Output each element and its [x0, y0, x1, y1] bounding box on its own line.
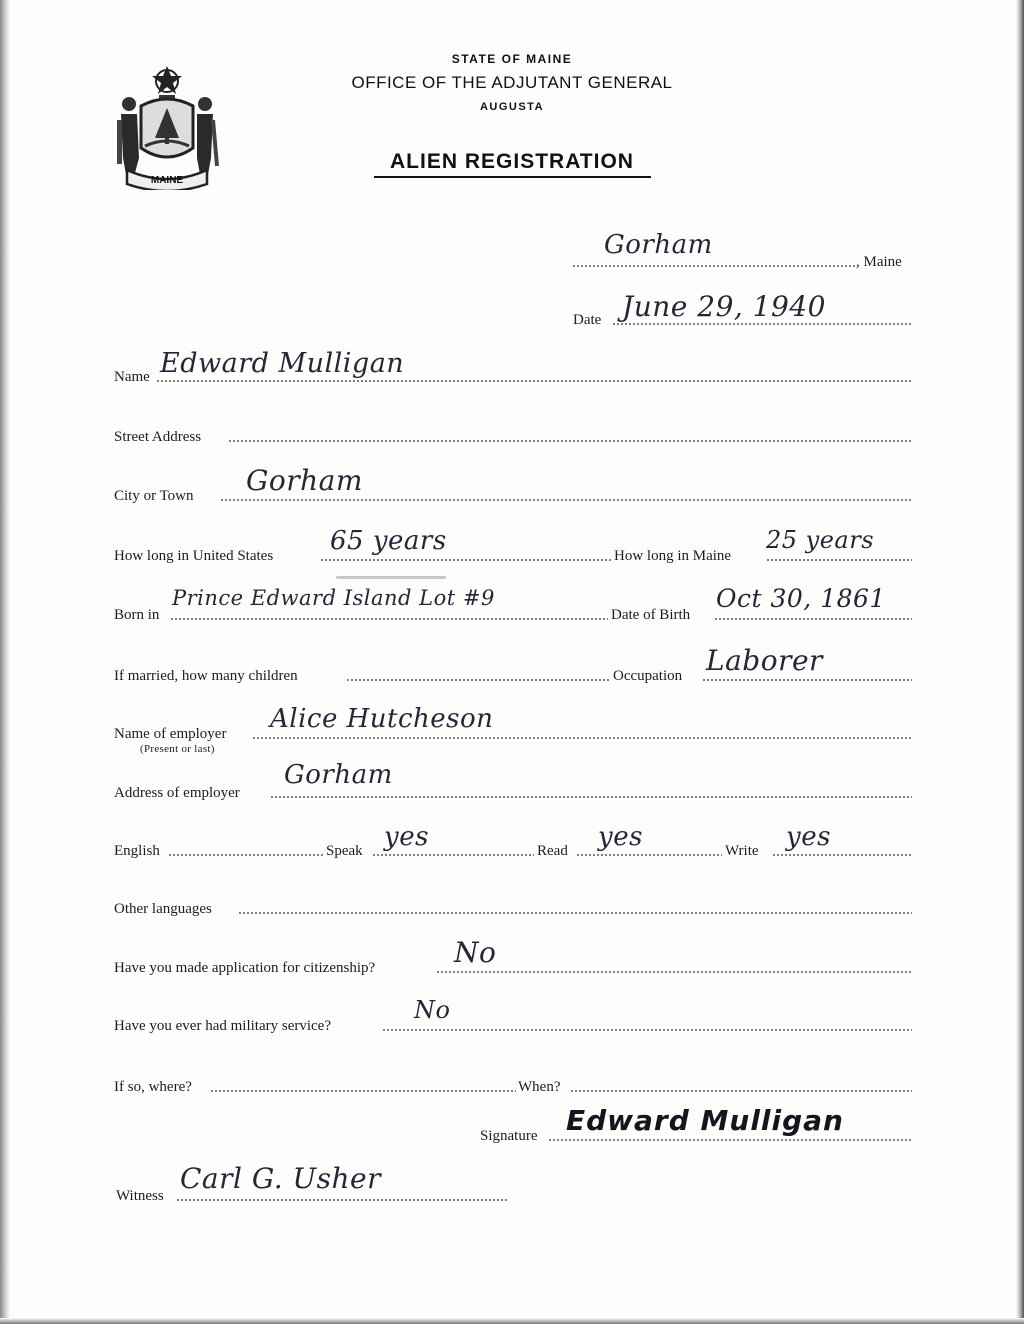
- town-line: [572, 265, 856, 267]
- witness-label: Witness: [116, 1188, 164, 1204]
- dob-line: [714, 618, 912, 620]
- city-town-value: Gorham: [246, 464, 363, 497]
- how-long-us-value: 65 years: [330, 526, 447, 556]
- street-line: [228, 440, 912, 442]
- write-value: yes: [786, 822, 831, 852]
- occupation-label: Occupation: [613, 668, 683, 684]
- where-line: [210, 1090, 516, 1092]
- signature-label: Signature: [480, 1128, 538, 1144]
- scan-edge-bottom: [0, 1318, 1024, 1324]
- header-office: OFFICE OF THE ADJUTANT GENERAL: [351, 73, 673, 92]
- name-line: [156, 380, 912, 382]
- witness-line: [176, 1199, 508, 1201]
- english-line: [168, 854, 324, 856]
- where-label: If so, where?: [114, 1079, 192, 1095]
- military-line: [382, 1029, 912, 1031]
- speak-label: Speak: [326, 843, 363, 859]
- seal-text: MAINE: [150, 175, 184, 186]
- born-in-value: Prince Edward Island Lot #9: [172, 586, 495, 610]
- employer-line: [252, 737, 912, 739]
- other-languages-line: [238, 912, 912, 914]
- military-label: Have you ever had military service?: [114, 1018, 331, 1034]
- name-label: Name: [114, 369, 150, 385]
- speak-value: yes: [384, 822, 429, 852]
- scan-edge-right: [1016, 0, 1024, 1324]
- name-value: Edward Mulligan: [160, 348, 405, 379]
- date-line: [612, 323, 912, 325]
- married-children-line: [346, 679, 610, 681]
- signature-line: [548, 1139, 912, 1141]
- military-value: No: [414, 996, 451, 1024]
- occupation-line: [702, 679, 912, 681]
- read-value: yes: [598, 822, 643, 852]
- speak-line: [372, 854, 534, 856]
- dob-label: Date of Birth: [611, 607, 691, 623]
- pencil-mark: [336, 576, 446, 579]
- header-city: AUGUSTA: [479, 101, 545, 113]
- town-value: Gorham: [604, 230, 713, 260]
- maine-label: , Maine: [856, 254, 902, 270]
- citizenship-label: Have you made application for citizenship?: [114, 960, 376, 976]
- how-long-maine-value: 25 years: [766, 526, 875, 554]
- when-line: [570, 1090, 912, 1092]
- employer-value: Alice Hutcheson: [270, 704, 494, 734]
- write-label: Write: [725, 843, 759, 859]
- married-children-label: If married, how many children: [114, 668, 298, 684]
- born-in-line: [170, 618, 608, 620]
- born-in-label: Born in: [114, 607, 160, 623]
- date-label: Date: [573, 312, 602, 328]
- other-languages-label: Other languages: [114, 901, 212, 917]
- city-town-label: City or Town: [114, 488, 194, 504]
- how-long-us-label: How long in United States: [114, 548, 274, 564]
- read-label: Read: [537, 843, 568, 859]
- write-line: [772, 854, 912, 856]
- how-long-maine-line: [766, 559, 912, 561]
- employer-label: Name of employer: [114, 726, 227, 742]
- header-state: STATE OF MAINE: [451, 52, 573, 66]
- title-underline: [374, 176, 651, 178]
- how-long-us-line: [320, 559, 612, 561]
- street-label: Street Address: [114, 429, 202, 445]
- date-value: June 29, 1940: [622, 290, 826, 323]
- dob-value: Oct 30, 1861: [716, 584, 886, 613]
- employer-sublabel: (Present or last): [140, 743, 215, 755]
- when-label: When?: [518, 1079, 561, 1095]
- occupation-value: Laborer: [706, 644, 823, 677]
- employer-address-line: [270, 796, 912, 798]
- english-label: English: [114, 843, 160, 859]
- city-town-line: [220, 499, 912, 501]
- read-line: [576, 854, 722, 856]
- citizenship-value: No: [454, 936, 497, 969]
- employer-address-label: Address of employer: [114, 785, 240, 801]
- witness-value: Carl G. Usher: [180, 1162, 381, 1195]
- employer-address-value: Gorham: [284, 760, 393, 790]
- citizenship-line: [436, 971, 912, 973]
- form-title: ALIEN REGISTRATION: [390, 150, 634, 173]
- scan-edge-left: [0, 0, 10, 1324]
- signature-value: Edward Mulligan: [566, 1104, 844, 1137]
- how-long-maine-label: How long in Maine: [614, 548, 732, 564]
